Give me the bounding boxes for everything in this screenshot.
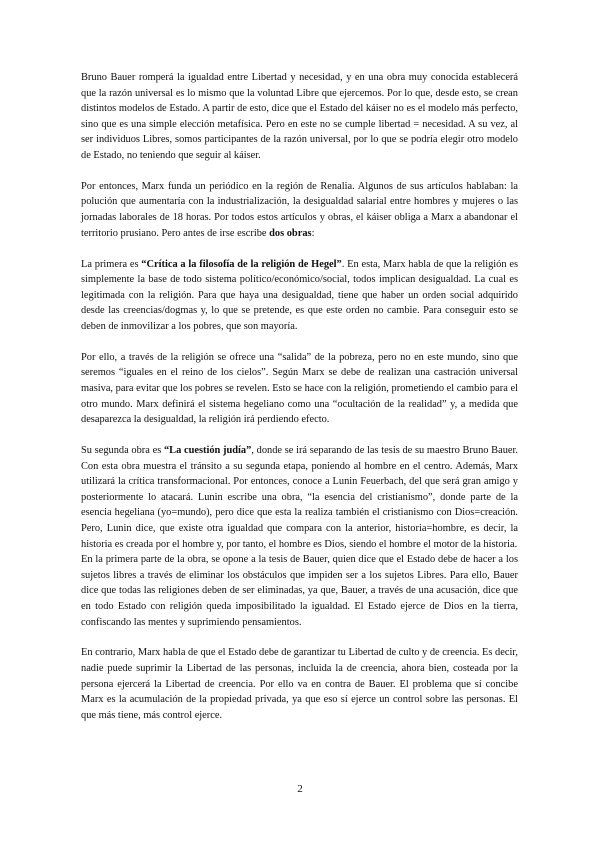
- paragraph-p4: [81, 350, 518, 428]
- paragraph-text: En contrario, Marx habla de que el Estado debe de garantizar tu Libertad de culto y de creencia. Es decir, nadie puede suprimir la Libertad de las personas, incluida la de creencia, ahora bien, costeada por la persona ejercerá la Libertad de creencia. Por ello va en contra de Bauer. El problema que sí concibe Marx es la acumulación de la propiedad privada, ya que eso sí ejerce un control sobre las personas. El que más tiene, más control ejerce.: [81, 647, 518, 721]
- paragraph-text: :: [311, 227, 315, 239]
- bold-text: dos obras: [269, 227, 312, 239]
- paragraph-p7: [81, 645, 518, 723]
- paragraph-text: En la primera parte de la obra, se opone a la tesis de Bauer, quien dice que el Estado debe de hacer a los sujetos libres a través de eliminar los obstáculos que impiden ser a los sujetos Libres. Para ello, Bauer dice que todas las religiones deben de ser eliminadas, ya que, Bauer, a través de una acusación, dice que en todo Estado con religión queda imposibilitado la igualdad. El Estado ejerce de Dios en la tierra, confiscando las mentes y suprimiendo pensamientos.: [81, 554, 518, 628]
- paragraph-p6: [81, 552, 518, 630]
- paragraph-p2: [81, 179, 518, 241]
- paragraph-text: Por entonces, Marx funda un periódico en la región de Renalia. Algunos de sus artículos hablaban: la polución que aumentaría con la industrialización, la desigualdad salarial entre hombres y mujeres o las jornadas laborales de 18 horas. Por todos estos artículos y obras, el káiser obliga a Marx a abandonar el territorio prusiano. Pero antes de irse escribe: [81, 180, 518, 239]
- bold-text: “Crítica a la filosofía de la religión de Hegel”: [141, 258, 342, 270]
- paragraph-text: , donde se irá separando de las tesis de su maestro Bruno Bauer. Con esta obra muestra el tránsito a su segunda etapa, poniendo al hombre en el centro. Además, Marx utilizará la crítica transformacional. Por entonces, conoce a Lunin Feuerbach, del que será gran amigo y posteriormente lo atacará. Lunin escribe una obra, “la esencia del cristianismo”, donde parte de la esencia hegeliana (yo=mundo), pero dice que esta la realiza también el cristianismo con Dios=creación. Pero, Lunin dice, que existe otra igualdad que compara con la anterior, historia=hombre, es decir, la historia es creada por el hombre y, por tanto, el hombre es Dios, siendo el hombre el motor de la historia.: [81, 445, 518, 550]
- paragraph-text: . En esta, Marx habla de que la religión es simplemente la base de todo sistema político/económico/social, todos implican desigualdad. La cual es legitimada con la religión. Para que haya una desigualdad, tiene que haber un orden social adquirido desde las creencias/dogmas y, lo que se pretende, es que este orden no cambie. Para conseguir esto se deben de inmovilizar a los pobres, que son mayoría.: [81, 258, 519, 332]
- paragraph-p3: [81, 257, 518, 335]
- paragraph-text: Su segunda obra es: [81, 445, 164, 457]
- paragraph-p1: [81, 70, 518, 164]
- paragraph-p5: [81, 443, 518, 552]
- paragraph-text: La primera es: [81, 258, 142, 270]
- paragraph-text: Por ello, a través de la religión se ofrece una “salida” de la pobreza, pero no en este mundo, sino que seremos “iguales en el reino de los cielos”. Según Marx se debe de realizan una castración universal masiva, para evitar que los pobres se revelen. Esto se hace con la religión, prometiendo el cambio para el otro mundo. Marx definirá el sistema hegeliano como una “ocultación de la realidad” y, a medida que desaparezca la desigualdad, la religión irá perdiendo efecto.: [81, 351, 518, 426]
- document-body: [81, 70, 518, 739]
- bold-text: “La cuestión judía”: [163, 445, 252, 457]
- paragraph-text: Bruno Bauer romperá la igualdad entre Libertad y necesidad, y en una obra muy conocida establecerá que la razón universal es lo mismo que la voluntad Libre que ejercemos. Por lo que, desde esto, se crean distintos modelos de Estado. A partir de esto, dice que el Estado del káiser no es el modelo más perfecto, sino que es una simple elección metafísica. Pero en este no se cumple libertad = necesidad. A su vez, al ser individuos Libres, somos participantes de la razón universal, por lo que se podría elegir otro modelo de Estado, no teniendo que seguir al káiser.: [81, 72, 518, 161]
- page-number: 2: [297, 783, 303, 795]
